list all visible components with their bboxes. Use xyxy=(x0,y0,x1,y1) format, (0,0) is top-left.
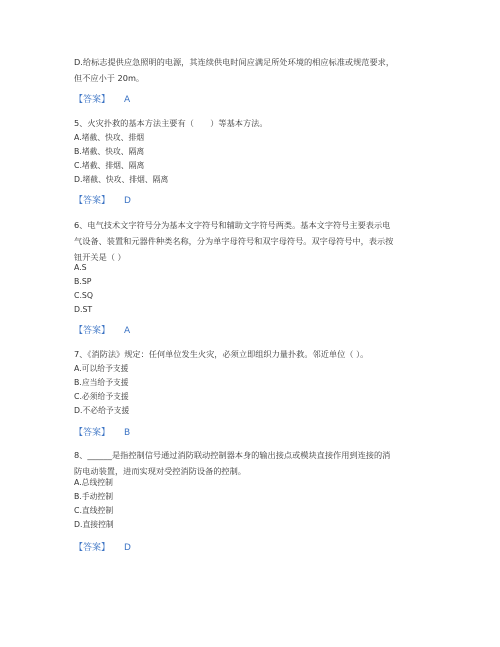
question-stem-line-1: 6、电气技术文字符号分为基本文字符号和辅助文字符号两类。基本文字符号主要表示电 xyxy=(74,220,391,230)
answer-4 xyxy=(74,93,434,107)
answer-letter: D xyxy=(124,196,131,206)
answer-letter: B xyxy=(124,428,131,438)
question-stem-line-3: 钮开关是（ ） xyxy=(74,252,126,262)
option-d: D.不必给予支援 xyxy=(74,406,130,415)
option-d: D.ST xyxy=(74,305,93,314)
question-stem: 7、《消防法》规定：任何单位发生火灾，必须立即组织力量扑救。邻近单位（ ）。 xyxy=(74,349,369,359)
question-stem-line-2: 防电动装置，进而实现对受控消防设备的控制。 xyxy=(74,466,246,476)
option-b: B.手动控制 xyxy=(74,492,114,501)
answer-label: 【答案】 xyxy=(74,326,111,336)
option-d: D.堵截、快攻、排烟、隔离 xyxy=(74,175,169,184)
question-8-options xyxy=(74,476,434,532)
answer-6 xyxy=(74,324,434,338)
option-b: B.堵截、快攻、隔离 xyxy=(74,147,145,156)
answer-5 xyxy=(74,194,434,208)
answer-letter: A xyxy=(124,326,131,336)
question-5-options xyxy=(74,131,434,187)
option-a: A.S xyxy=(74,263,87,272)
option-c: C.SQ xyxy=(74,291,94,300)
question-5 xyxy=(74,115,434,131)
answer-7 xyxy=(74,426,434,440)
q4-option-d-line-1: D.给标志提供应急照明的电源，其连续供电时间应满足所处环境的相应标准或规范要求， xyxy=(74,57,395,67)
question-stem: 5、火灾扑救的基本方法主要有（ ）等基本方法。 xyxy=(74,118,268,128)
option-a: A.堵截、快攻、排烟 xyxy=(74,133,145,142)
answer-label: 【答案】 xyxy=(74,428,111,438)
question-8 xyxy=(74,447,434,479)
answer-label: 【答案】 xyxy=(74,196,111,206)
question-7-options xyxy=(74,362,434,418)
answer-label: 【答案】 xyxy=(74,543,111,553)
option-b: B.应当给予支援 xyxy=(74,378,129,387)
option-c: C.直线控制 xyxy=(74,506,114,515)
option-d: D.直接控制 xyxy=(74,520,114,529)
answer-letter: D xyxy=(124,543,131,553)
answer-label: 【答案】 xyxy=(74,95,111,105)
question-4-tail xyxy=(74,54,434,86)
question-stem-line-2: 气设备、装置和元器件种类名称，分为单字母符号和双字母符号。双字母符号中，表示按 xyxy=(74,236,394,246)
answer-8 xyxy=(74,541,434,555)
question-6 xyxy=(74,217,434,265)
option-a: A.可以给予支援 xyxy=(74,364,129,373)
option-c: C.堵截、排烟、隔离 xyxy=(74,161,145,170)
question-stem-line-1: 8、______是指控制信号通过消防联动控制器本身的输出接点或模块直接作用到连接的消 xyxy=(74,450,391,460)
option-a: A.总线控制 xyxy=(74,478,113,487)
option-b: B.SP xyxy=(74,277,92,286)
answer-letter: A xyxy=(124,95,131,105)
question-7 xyxy=(74,346,434,362)
option-c: C.必须给予支援 xyxy=(74,392,129,401)
q4-option-d-line-2: 但不应小于 20m。 xyxy=(74,73,145,83)
question-6-options xyxy=(74,261,434,317)
